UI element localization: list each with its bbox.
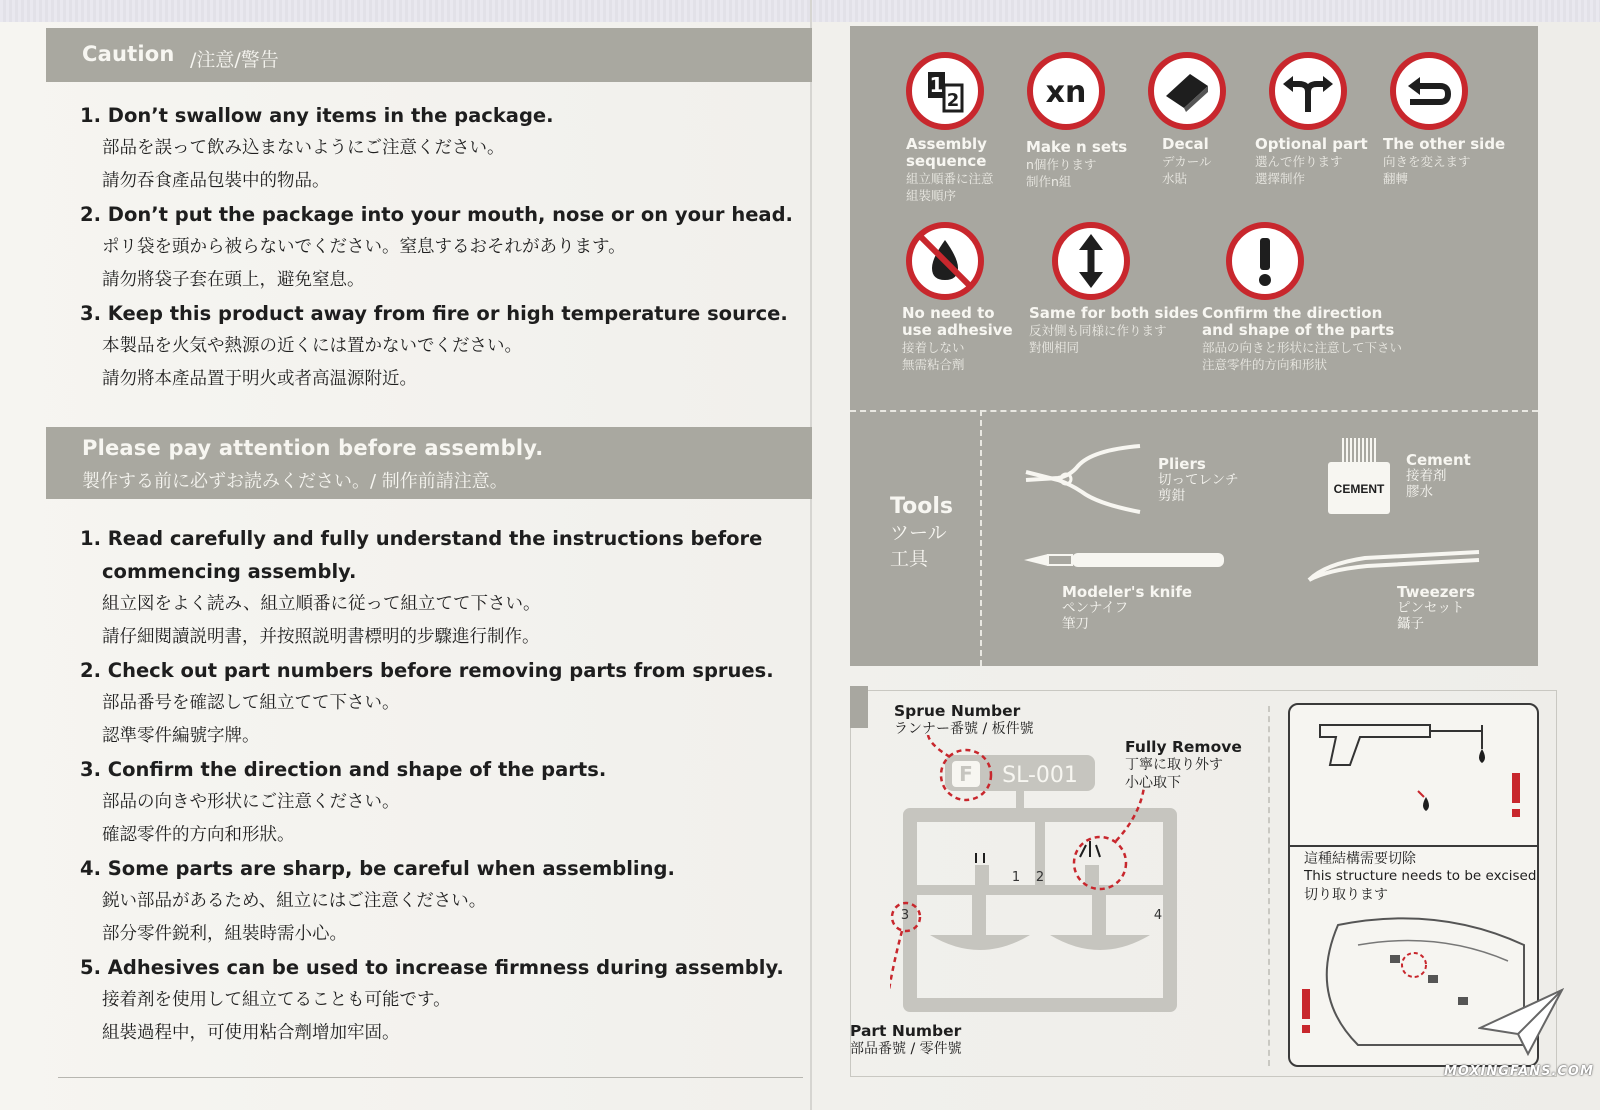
warning-mark-icon — [1512, 773, 1520, 803]
symbol-label-other-side — [1383, 136, 1505, 187]
tweezers-icon — [1305, 548, 1481, 584]
symbol-label-decal — [1162, 136, 1212, 187]
part-number-1: 1 — [1011, 870, 1021, 885]
excise-divider — [1290, 845, 1537, 847]
symbol-ja: 部品の向きと形状に注意して下さい — [1202, 340, 1403, 355]
attention-item-ja: 接着剤を使用して組立てることも可能です。 — [102, 990, 451, 1010]
attention-item-zh: 確認零件的方向和形狀。 — [102, 825, 295, 845]
symbol-zh: 翻轉 — [1383, 171, 1409, 186]
caution-item-zh: 請勿將本產品置于明火或者高温源附近。 — [102, 369, 417, 389]
sprue-box-divider — [1268, 706, 1270, 1066]
pliers-icon — [1022, 442, 1144, 518]
site-watermark: MOXINGFANS.COM — [1444, 1064, 1594, 1079]
part-number-2: 2 — [1035, 870, 1045, 885]
tool-label-pliers — [1158, 456, 1239, 504]
caution-item — [80, 198, 793, 297]
decal-icon — [1148, 52, 1226, 130]
panel-divider — [850, 410, 1538, 412]
part-number-sub: 部品番號 / 零件號 — [850, 1041, 962, 1057]
svg-text:1: 1 — [929, 73, 944, 97]
gun-part-illustration — [1300, 715, 1530, 843]
caution-item-ja: 部品を誤って飲み込まないようにご注意ください。 — [102, 138, 505, 158]
symbol-label-same-both-sides — [1029, 305, 1198, 356]
symbol-ja: 接着しない — [902, 340, 965, 355]
tools-title-ja: ツール — [890, 522, 947, 544]
attention-item-en: 1. Read carefully and fully understand the instructions before — [80, 527, 763, 550]
symbol-zh: 水貼 — [1162, 171, 1188, 186]
attention-item — [80, 951, 784, 1050]
symbol-en: use adhesive — [902, 321, 1013, 339]
sprue-number-label — [894, 702, 1034, 738]
symbol-en: Assembly — [906, 135, 987, 153]
attention-item-ja: 部品番号を確認して組立てて下さい。 — [102, 693, 400, 713]
symbol-label-confirm-direction — [1202, 305, 1402, 373]
tool-zh: 膠水 — [1406, 484, 1433, 500]
attention-subtitle: 製作する前に必ずお読みください。/ 制作前請注意。 — [82, 471, 508, 492]
attention-item-ja: 組立図をよく読み、組立順番に従って組立てて下さい。 — [102, 594, 541, 614]
attention-item-en-cont: commencing assembly. — [102, 560, 357, 583]
caution-item-ja: ポリ袋を頭から被らないでください。窒息するおそれがあります。 — [102, 237, 626, 257]
tool-ja: ペンナイフ — [1062, 600, 1129, 616]
symbol-label-no-adhesive — [902, 305, 1013, 373]
confirm-direction-icon — [1226, 222, 1304, 300]
fully-remove-ja: 丁寧に取り外す — [1125, 757, 1223, 773]
make-n-sets-icon — [1027, 52, 1105, 130]
excise-en: This structure needs to be excised — [1304, 868, 1537, 884]
symbol-zh: 無需粘合劑 — [902, 357, 965, 372]
tool-label-knife — [1062, 584, 1192, 632]
warning-mark-icon — [1302, 989, 1310, 1019]
caution-item — [80, 297, 793, 396]
tool-ja: 接着剤 — [1406, 468, 1447, 484]
symbol-ja: デカール — [1162, 154, 1212, 169]
optional-part-icon — [1269, 52, 1347, 130]
attention-item-en: 3. Confirm the direction and shape of the parts. — [80, 758, 607, 781]
part-number-label — [850, 1022, 962, 1058]
attention-item-zh: 認準零件編號字牌。 — [102, 726, 260, 746]
tool-zh: 鑷子 — [1397, 616, 1424, 632]
symbol-label-optional-part — [1255, 136, 1368, 187]
tool-zh: 剪鉗 — [1158, 488, 1185, 504]
caution-list — [80, 99, 793, 396]
caution-item-zh: 請勿將袋子套在頭上，避免窒息。 — [102, 270, 365, 290]
symbol-en: Confirm the direction — [1202, 304, 1383, 322]
caution-header — [46, 28, 812, 82]
cement-bottle-icon — [1328, 438, 1390, 514]
no-adhesive-icon — [906, 222, 984, 300]
same-both-sides-icon — [1052, 222, 1130, 300]
box-accent — [850, 686, 868, 728]
symbol-en: Optional part — [1255, 135, 1368, 153]
panel-divider-vertical — [980, 410, 982, 666]
symbol-en: The other side — [1383, 135, 1506, 153]
symbol-zh: 選擇制作 — [1255, 171, 1306, 186]
attention-item — [80, 654, 784, 753]
part-number-3: 3 — [900, 908, 910, 923]
symbol-en: No need to — [902, 304, 995, 322]
symbol-ja: 向きを変えます — [1383, 154, 1471, 169]
attention-header — [46, 427, 812, 499]
symbol-en: Make n sets — [1026, 138, 1128, 156]
caution-item-en: 1. Don’t swallow any items in the package. — [80, 104, 554, 127]
symbol-en: and shape of the parts — [1202, 321, 1395, 339]
excise-text — [1304, 850, 1536, 905]
tools-title-zh: 工具 — [890, 548, 929, 570]
attention-item-ja: 鋭い部品があるため、組立にはご注意ください。 — [102, 891, 487, 911]
svg-text:2: 2 — [946, 90, 960, 111]
page-fold — [810, 0, 812, 1110]
caution-title: Caution — [82, 42, 175, 66]
fully-remove-zh: 小心取下 — [1125, 775, 1181, 791]
symbol-ja: n個作ります — [1026, 157, 1097, 172]
attention-item — [80, 522, 784, 654]
page-edge — [0, 0, 1600, 22]
caution-item-zh: 請勿吞食產品包裝中的物品。 — [102, 171, 330, 191]
symbol-label-assembly-sequence — [906, 136, 994, 204]
attention-item-zh: 請仔細閱讀説明書，并按照説明書標明的步驟進行制作。 — [102, 627, 540, 647]
symbol-zh: 組裝順序 — [906, 188, 957, 203]
symbol-en: Same for both sides — [1029, 304, 1199, 322]
attention-item-en: 4. Some parts are sharp, be careful when assembling. — [80, 857, 675, 880]
paper-plane-logo-icon — [1478, 988, 1564, 1058]
sprue-number-sub: ランナー番號 / 板件號 — [894, 721, 1034, 737]
attention-item-en: 2. Check out part numbers before removing parts from sprues. — [80, 659, 774, 682]
assembly-sequence-icon — [906, 52, 984, 130]
fully-remove-en: Fully Remove — [1125, 738, 1242, 756]
svg-text:xn: xn — [1045, 75, 1087, 110]
sprue-letter: F — [959, 762, 973, 786]
tool-ja: ピンセット — [1397, 600, 1465, 616]
caution-item — [80, 99, 793, 198]
symbol-zh: 制作n組 — [1026, 174, 1072, 189]
tool-zh: 筆刀 — [1062, 616, 1089, 632]
attention-item-zh: 組裝過程中，可使用粘合劑增加牢固。 — [102, 1023, 400, 1043]
modelers-knife-icon — [1022, 548, 1226, 572]
tool-en: Modeler's knife — [1062, 583, 1193, 601]
excise-ja: 切り取ります — [1304, 887, 1388, 903]
attention-item-ja: 部品の向きや形状にご注意ください。 — [102, 792, 400, 812]
symbol-en: sequence — [906, 152, 987, 170]
attention-item — [80, 852, 784, 951]
part-number-4: 4 — [1153, 908, 1163, 923]
tool-ja: 切ってレンチ — [1158, 472, 1239, 488]
tools-title-en: Tools — [890, 494, 953, 519]
tool-label-cement — [1406, 452, 1471, 500]
tool-en: Pliers — [1158, 455, 1206, 473]
symbol-ja: 組立順番に注意 — [906, 171, 994, 186]
symbol-zh: 對側相同 — [1029, 340, 1080, 355]
attention-item-en: 5. Adhesives can be used to increase firmness during assembly. — [80, 956, 784, 979]
sprue-diagram — [890, 735, 1190, 1025]
symbol-label-make-n-sets — [1026, 139, 1127, 190]
excise-zh: 這種結構需要切除 — [1304, 851, 1416, 867]
caution-item-en: 2. Don’t put the package into your mouth, nose or on your head. — [80, 203, 793, 226]
tool-en: Tweezers — [1397, 583, 1476, 601]
symbol-ja: 反対側も同様に作ります — [1029, 323, 1167, 338]
page-bottom-rule — [58, 1077, 803, 1078]
sprue-code: SL-001 — [1002, 763, 1078, 788]
symbol-en: Decal — [1162, 135, 1209, 153]
symbol-ja: 選んで作ります — [1255, 154, 1343, 169]
sprue-number-en: Sprue Number — [894, 702, 1021, 720]
attention-item — [80, 753, 784, 852]
tool-label-tweezers — [1397, 584, 1475, 632]
cement-bottle-label: CEMENT — [1333, 482, 1385, 496]
caution-item-ja: 本製品を火気や熱源の近くには置かないでください。 — [102, 336, 522, 356]
attention-item-zh: 部分零件鋭利，組裝時需小心。 — [102, 924, 347, 944]
tools-title — [890, 494, 953, 572]
caution-subtitle: /注意/警告 — [190, 49, 279, 71]
other-side-icon — [1390, 52, 1468, 130]
symbol-zh: 注意零件的方向和形狀 — [1202, 357, 1328, 372]
attention-title: Please pay attention before assembly. — [82, 436, 544, 460]
attention-list — [80, 522, 784, 1050]
tool-en: Cement — [1406, 451, 1471, 469]
caution-item-en: 3. Keep this product away from fire or high temperature source. — [80, 302, 788, 325]
part-number-en: Part Number — [850, 1022, 962, 1040]
